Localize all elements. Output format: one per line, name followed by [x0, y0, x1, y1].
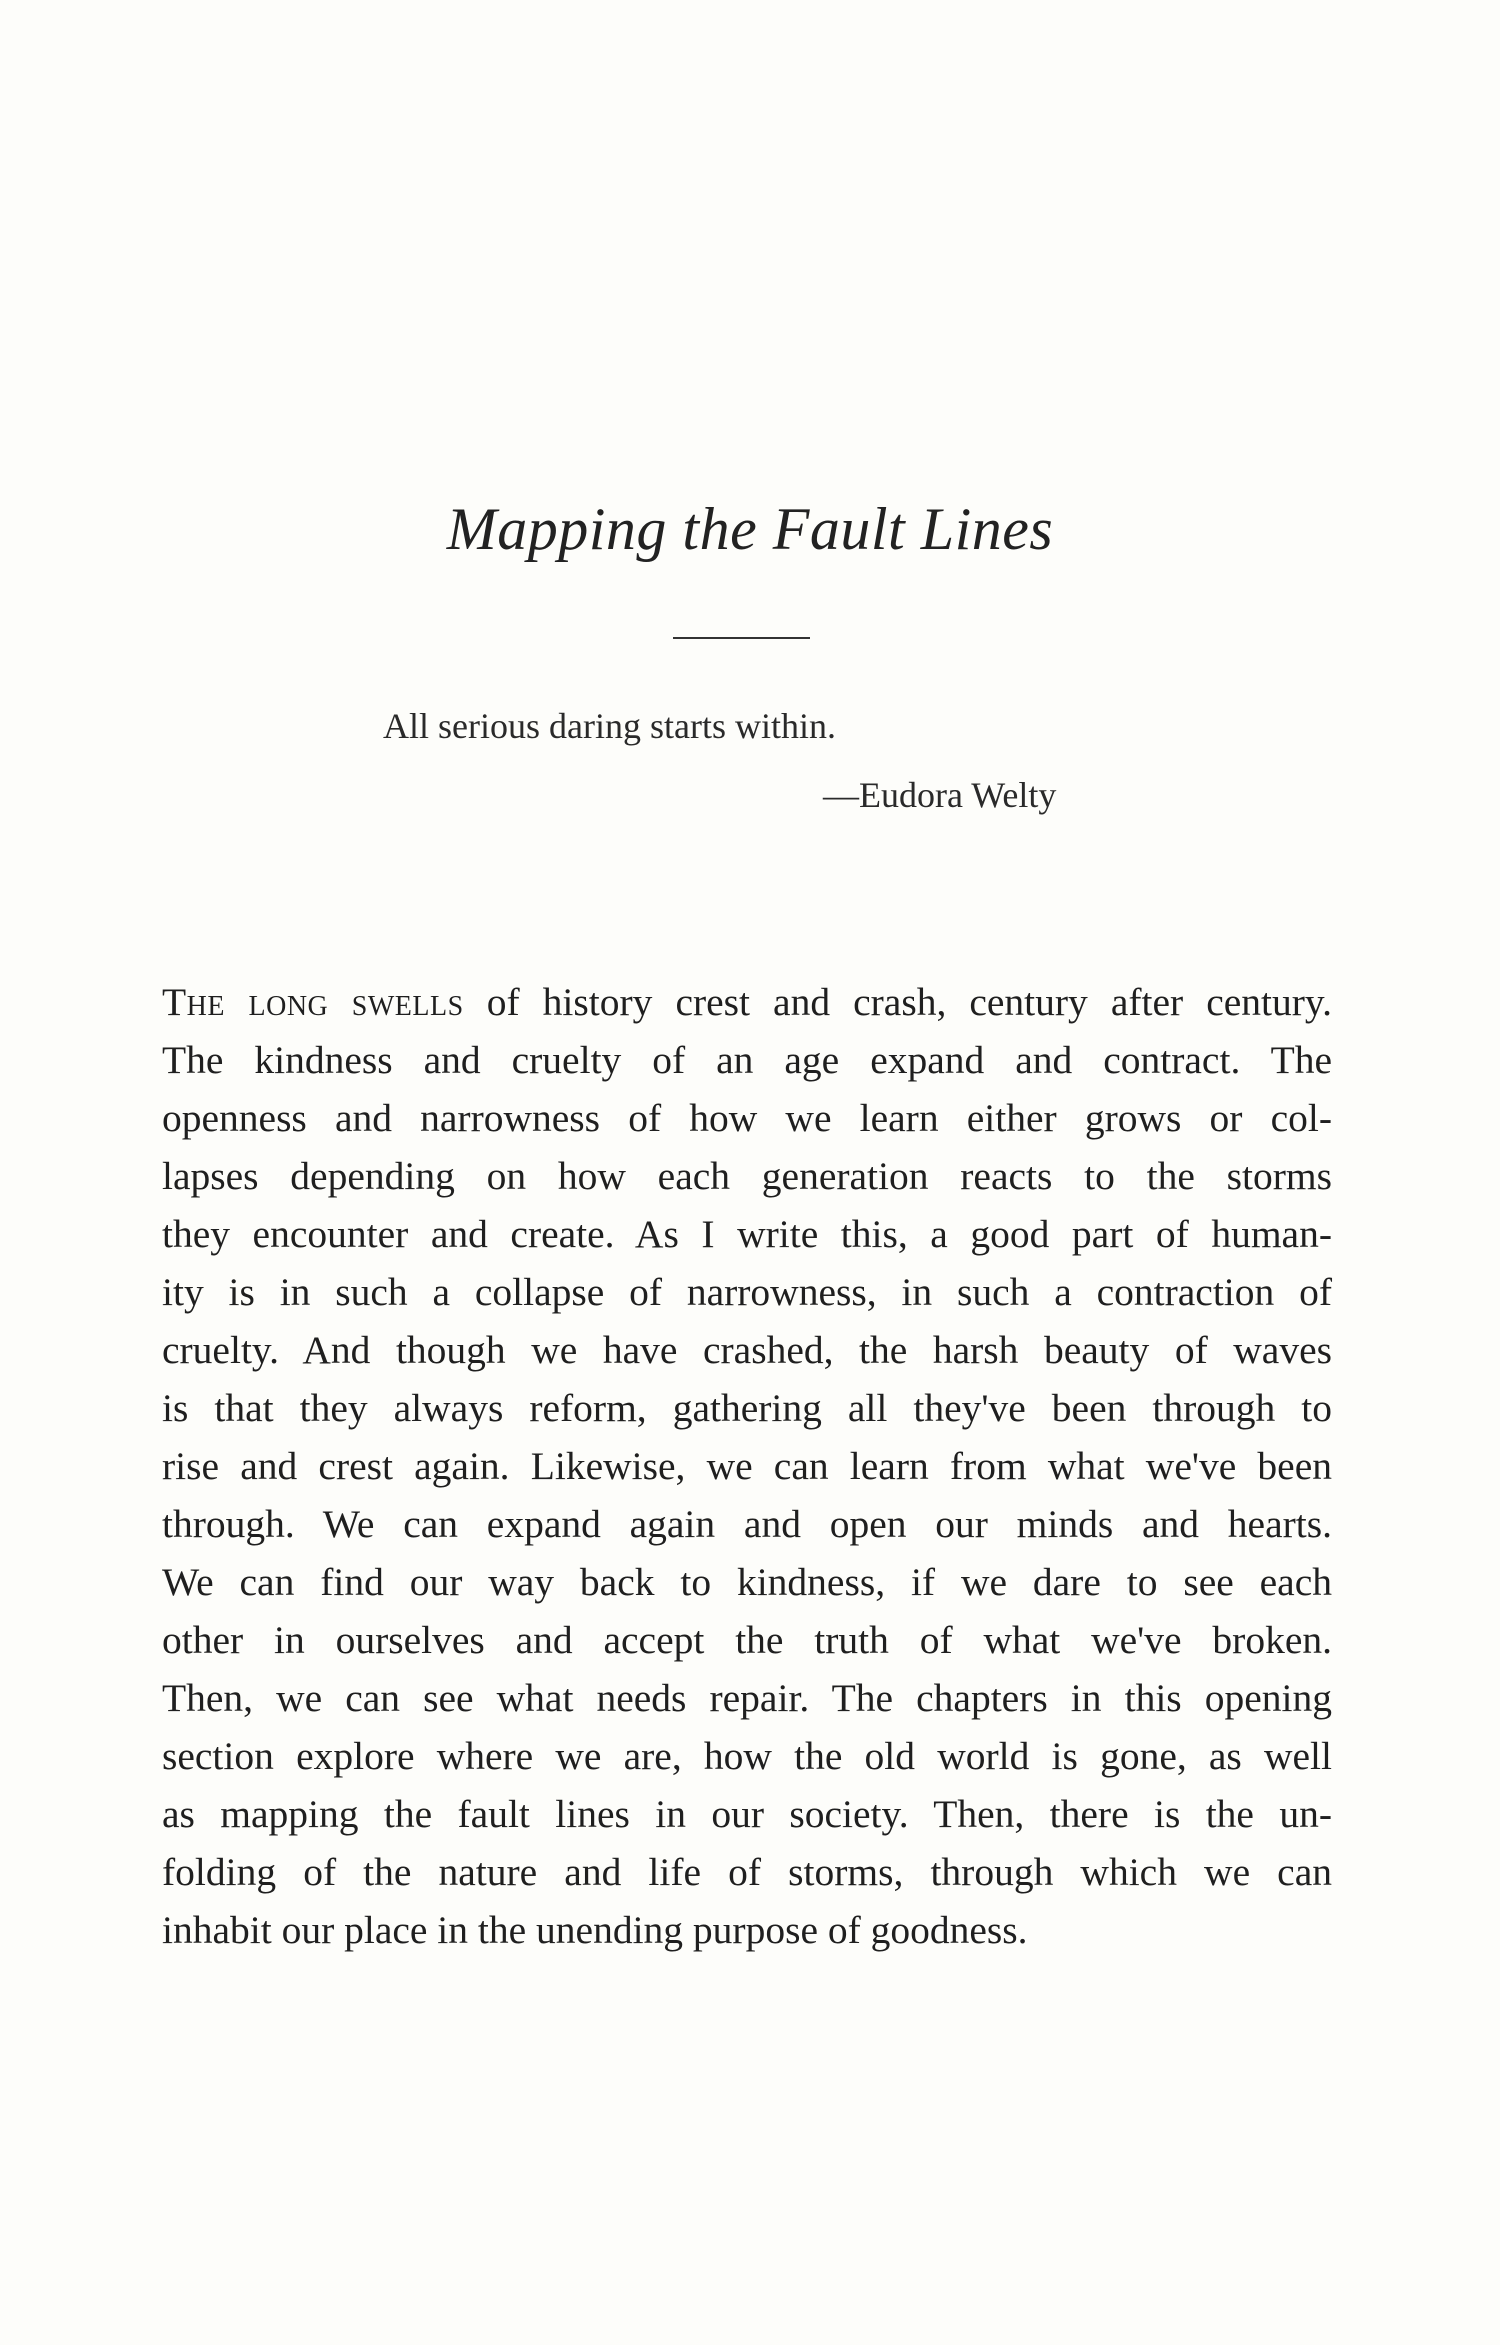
- body-line: folding of the nature and life of storms, through which we can: [162, 1850, 1332, 1894]
- lead-in-smallcaps: The long swells: [162, 980, 464, 1024]
- body-line: section explore where we are, how the old world is gone, as well: [162, 1734, 1332, 1778]
- body-line: through. We can expand again and open our minds and hearts.: [162, 1502, 1332, 1546]
- body-line: inhabit our place in the unending purpose of goodness.: [162, 1908, 1028, 1952]
- body-line: rise and crest again. Likewise, we can learn from what we've been: [162, 1444, 1332, 1488]
- body-line: ity is in such a collapse of narrowness, in such a contraction of: [162, 1270, 1332, 1314]
- body-line: openness and narrowness of how we learn either grows or col-: [162, 1096, 1332, 1140]
- body-line: [162, 973, 1332, 1031]
- title-divider: [673, 637, 810, 639]
- body-line: We can find our way back to kindness, if we dare to see each: [162, 1560, 1332, 1604]
- epigraph-attribution: —Eudora Welty: [823, 775, 1057, 815]
- body-line: The kindness and cruelty of an age expand and contract. The: [162, 1038, 1332, 1082]
- body-line: cruelty. And though we have crashed, the harsh beauty of waves: [162, 1328, 1332, 1372]
- body-line: they encounter and create. As I write this, a good part of human-: [162, 1212, 1332, 1256]
- body-line: is that they always reform, gathering all they've been through to: [162, 1386, 1332, 1430]
- body-line: lapses depending on how each generation reacts to the storms: [162, 1154, 1332, 1198]
- body-line-text: of history crest and crash, century after century.: [463, 980, 1332, 1024]
- body-line: as mapping the fault lines in our society. Then, there is the un-: [162, 1792, 1332, 1836]
- epigraph-quote: All serious daring starts within.: [383, 706, 836, 746]
- body-line: other in ourselves and accept the truth of what we've broken.: [162, 1618, 1332, 1662]
- body-line: Then, we can see what needs repair. The chapters in this opening: [162, 1676, 1332, 1720]
- chapter-title: Mapping the Fault Lines: [446, 496, 1054, 562]
- body-paragraph: [162, 973, 1332, 1959]
